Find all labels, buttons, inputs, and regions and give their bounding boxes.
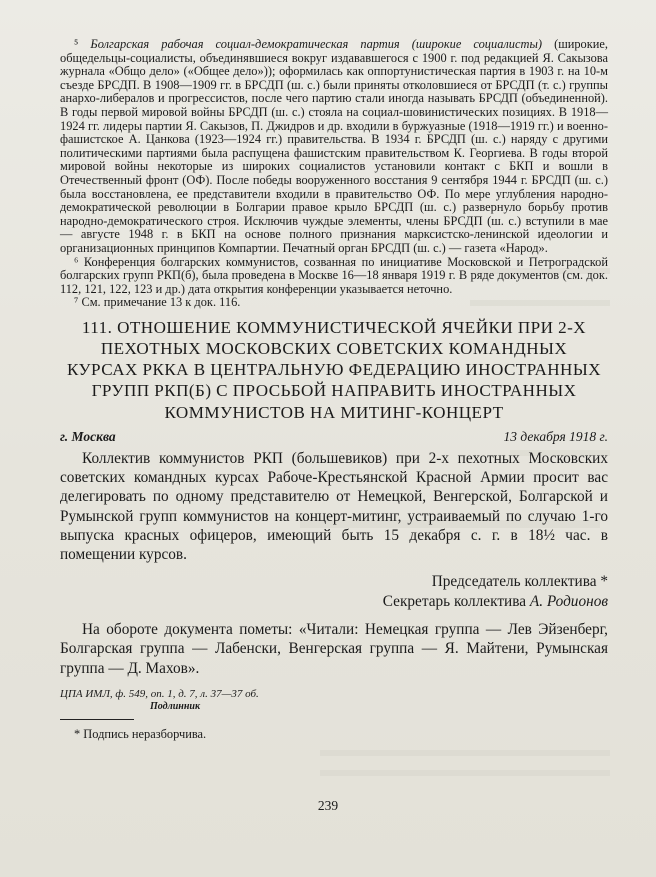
page-number: 239 [317,798,339,813]
footnote-text: (широкие, общедельцы-социалисты, объединявшиеся вокруг издававшегося с 1900 г. под редакцией Я. Сакызова журнала «Общо дело» («Общее дело»)); оформилась как оппортунистическая партия в 1903 г. на 10-м съезде БРСДП. В 1908—1909 гг. в БРСДП (ш. с.) были приняты отколовшиеся от БРСДП (т. с.) группы анархо-либералов и прогрессистов, после чего партию стали иногда называть БРСДП (объединенной). В годы первой мировой войны БРСДП (ш. с.) стояла на социал-шовинистических позициях. В 1918—1924 гг. лидеры партии Я. Сакызов, П. Джидров и др. входили в буржуазные (1918—1919 гг.) и военно-фашистское А. Цанкова (1923—1924 гг.) правительства. В 1934 г. БРСДП (ш. с.) наряду с другими политическими партиями была распущена фашистским правительством К. Георгиева. В годы второй мировой войны некоторые из широких социалистов установили контакт с БКП и вошли в Отечественный фронт (ОФ). После победы вооруженного восстания 9 сентября 1944 г. БРСДП (ш. с.) была восстановлена, ее представители входили в правительство ОФ. По мере углубления народно-демократической революции в Болгарии правое крыло БРСДП (ш. с.) развернуло борьбу против народно-демократического строя. Исключив чуждые элементы, члены БРСДП (ш. с.) вступили в мае — августе 1948 г. в БКП на основе полного признания марксистско-ленинской идеологии и организационных принципов Компартии. Печатный орган БРСДП (ш. с.) — газета «Народ». [60,37,608,255]
page-content [60,38,608,742]
signature-secretary [60,592,608,612]
document-place: г. Москва [60,428,116,444]
footnote-mark: ⁵ [74,37,79,51]
document-date: 13 декабря 1918 г. [503,428,608,444]
footnote-5 [60,38,608,256]
archive-subtitle: Подлинник [150,700,201,712]
footnote-lead: Болгарская рабочая социал-демократическая партия (широкие социалисты) [90,37,542,51]
footnote-text: См. примечание 13 к док. 116. [81,295,241,310]
star-footnote: * Подпись неразборчива. [74,726,207,741]
archive-reference: ЦПА ИМЛ, ф. 549, оп. 1, д. 7, л. 37—37 об. [60,687,259,700]
footnote-mark: ⁷ [74,295,79,310]
signature-secretary-title: Секретарь коллектива [382,593,527,611]
footnote-mark: ⁶ [74,254,79,269]
footnote-divider [60,719,134,720]
signature-secretary-name: А. Родионов [529,593,608,611]
footnote-text: Конференция болгарских коммунистов, созванная по инициативе Московской и Петроградской болгарских групп РКП(б), была проведена в Москве 16—18 января 1919 г. В ряде документов (см. док. 112, 121, 122, 123 и др.) дата открытия конференции указывается неточно. [60,254,608,296]
reverse-note: На обороте документа пометы: «Читали: Немецкая группа — Лев Эйзенберг, Болгарская группа — Лабенски, Венгерская группа — Я. Майтени, Румынская группа — Д. Махов». [60,621,608,677]
document-title: 111. ОТНОШЕНИЕ КОММУНИСТИЧЕСКОЙ ЯЧЕЙКИ ПРИ 2-Х ПЕХОТНЫХ МОСКОВСКИХ СОВЕТСКИХ КОМАНДНЫХ КУРСАХ РККА В ЦЕНТРАЛЬНУЮ ФЕДЕРАЦИЮ ИНОСТРАННЫХ ГРУПП РКП(Б) С ПРОСЬБОЙ НАПРАВИТЬ ИНОСТРАННЫХ КОММУНИСТОВ НА МИТИНГ-КОНЦЕРТ [66,317,601,422]
footnote-7 [60,296,608,310]
bleed-through-shadow [320,750,610,756]
signature-chair: Председатель коллектива * [431,573,608,591]
document-body: Коллектив коммунистов РКП (большевиков) при 2-х пехотных Московских советских командных курсах Рабоче-Крестьянской Красной Армии просит вас делегировать по одному представителю от Немецкой, Венгерской, Болгарской и Румынской групп коммунистов на концерт-митинг, устраиваемый по случаю 1-го выпуска красных офицеров, имеющий быть 15 декабря с. г. в 18½ час. в помещении курсов. [60,449,608,563]
footnote-6 [60,256,608,297]
bleed-through-shadow [320,770,610,776]
document-meta [60,429,608,445]
